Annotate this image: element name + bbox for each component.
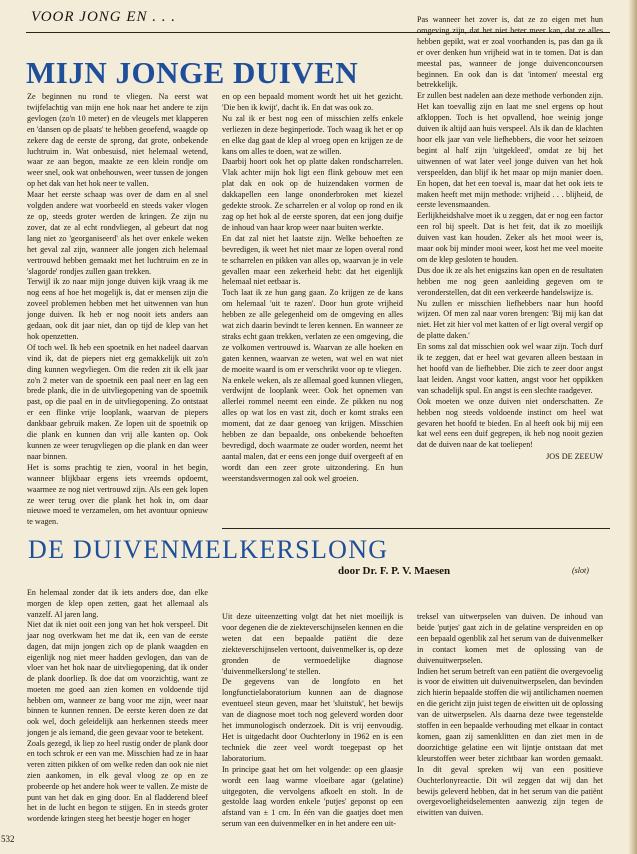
page-binding-shadow [629, 0, 637, 854]
paragraph: Zoals gezegd, ik liep zo heel rustig onder de plank door en toch schrok er een van me. Misschien had ze in haar veren zitten pikken of om welke reden dan ook nie niet zien aankomen, in elk geval vloog ze op en ze probeerde op het andere hok weer te vallen. Ze miste de punt van het dak en ging door. En al fladderend bleef het in de lucht en begon te stijgen. En in steeds groter wordende kringen steeg het beestje hoger en hoger [27, 738, 208, 824]
paragraph: Of toch wel. Ik heb een spoetnik en het nadeel daarvan vind ik, dat de piepers niet erg gemakkelijk uit zo'n ding kunnen wegvliegen. Om die reden zit ik elk jaar zo'n 2 meter van de spoetnik een paal neer en lag een brede plank, die in de uitvliegopening van de spoetnik past, op die paal en in de uitvliegopening. Zo ontstaat er een flinke vrije looplank, waarvan de piepers dankbaar gebruik maken. Ze lopen uit de spoetnik op die plank en kunnen dan vrij alle kanten op. Ook kunnen ze weer terugvliegen op die plank en dan weer naar binnen. [27, 342, 208, 461]
paragraph: Dus doe ik ze als het enigszins kan open en de resultaten hebben me nog geen aanleiding gegeven om te veronderstellen, dat dit een verkeerde handelswijze is. [417, 265, 603, 297]
paragraph: treksel van uitwerpselen van duiven. De inhoud van beide 'putjes' gaat zich in de gelatine verspreiden en op een bepaald ogenblik zal het serum van de duivenmelker in contact komen met de oplossing van de duivenuitwerpselen. [417, 612, 603, 665]
paragraph: Nu zal ik er best nog een of misschien zelfs enkele verliezen in deze beginperiode. Toch waag ik het er op en elke dag gaat de klep al vroeg open en krijgen ze de kans om alles te doen, wat ze willen. [222, 113, 403, 156]
paragraph: Niet dat ik niet ooit een jong van het hok verspeel. Dit jaar nog overkwam het me dat ik, een van de eerste dagen, dat mijn jongen zich op de plank waagden en eigenlijk nog niet meer hadden gevlogen, dan van de vloer van het hok naar de uitvliegopening, dat ik onder de plank doorliep. Ik doe dat om voorzichtig, want ze moeten me goed aan zien komen en voldoende tijd hebben om, wanneer ze bang voor me zijn, weer naar binnen te kunnen rennen. De eerste keren doen ze dat ook wel, doch geleidelijk aan herkennen steeds meer jongen je als iemand, die geen gevaar voor te betekent. [27, 620, 208, 737]
section-label: VOOR JONG EN . . . [31, 9, 177, 25]
article2-column-2 [222, 612, 403, 830]
paragraph: En helemaal zonder dat ik iets anders doe, dan elke morgen de klep open zetten, gaat het allemaal als vanzelf. Al jaren lang. [27, 588, 208, 619]
paragraph: En dat zal niet het laatste zijn. Welke behoeften ze bevredigen, ik weet het niet maar ze lopen overal rond te scharrelen en pikken van alles op, waarvan je in vele gevallen maar een zekerheid hebt: dat het eigenlijk helemaal niet eetbaar is. [222, 233, 403, 287]
paragraph: Terwijl ik zo naar mijn jonge duiven kijk vraag ik me nog eens af hoe het mogelijk is, dat er mensen zijn die zoveel problemen hebben met het uitwennen van hun jonge duiven. Ik heb er nog nooit iets anders aan gedaan, ook dit jaar niet, dan op tijd de klep van het hok openzetten. [27, 277, 208, 341]
paragraph: Maar het eerste schaap was over de dam en al snel volgden andere wat voorbeeld en steeds vaker vlogen ze op, steeds groter werden de kringen. Ze zijn nu zover, dat ze al echt rondvliegen, al gebeurt dat nog lang niet zo 'georganiseerd' als het over enkele weken het geval zal zijn, wanneer alle jongen zich helemaal vertrouwd hebben gemaakt met het luchtruim en ze in 'slagorde' rondjes zullen gaan trekken. [27, 190, 208, 276]
paragraph: en op een bepaald moment wordt het uit het gezicht. 'Die ben ik kwijt', dacht ik. En dat was ook zo. [222, 92, 403, 112]
article1-column-3 [417, 15, 603, 463]
paragraph: Eerlijkheidshalve moet ik u zeggen, dat er nog een factor een rol bij speelt. Dat is het feit, dat ik zo moeilijk duiven vast kan houden. Zeker als het mooi weer is, maar ook bij minder mooi weer, kost het me veel moeite om de klep gesloten te houden. [417, 211, 603, 264]
article1-column-2 [222, 92, 403, 485]
article-title: MIJN JONGE DUIVEN [26, 55, 359, 90]
paragraph: En soms zal dat misschien ook wel waar zijn. Toch durf ik te zeggen, dat er heel wat gevaren alleen bestaan in het hoofd van de liefhebber. Die zich te zeer door angst laat leiden. Angst voor katten, angst voor het oppikken van schadelijk spul. En angst is een slechte raadgever. [417, 342, 603, 395]
paragraph: Ze beginnen nu rond te vliegen. Na eerst wat twijfelachtig van mijn ene hok naar het andere te zijn gevlogen (zo'n 10 meter) en de vleugels met klapperen en 'dansen op de plaats' te hebben geoefend, waagde op zekere dag de eerste de sprong, dat grote, onbekende luchtruim in. Wat onbesuisd, niet helemaal wetend, waar ze aan begon, maakte ze een klein rondje om weer snel, ook wat onbehouwen, weer tussen de jongen op het dak van het hok neer te vallen. [27, 92, 208, 189]
paragraph: Ook moeten we onze duiven niet onderschatten. Ze hebben nog steeds voldoende instinct om heel wat gevaren het hoofd te bieden. En al heeft ook bij mij een kat wel eens een duif gegrepen, ik heb nog nooit gezien dat de duiven naar de kat toeliepen! [417, 396, 603, 450]
paragraph: Daarbij hoort ook het op platte daken rondscharrelen. Vlak achter mijn hok ligt een flink gebouw met een plat dak en ook op de huizendaken vormen de dakkapellen een lange ononderbroken met kiezel gedekte strook. Ze scharrelen er al volop op rond en ik zag op het hok al de eerste sporen, dat een jong duifje de inhoud van haar krop weer naar buiten werkte. [222, 157, 403, 232]
article2-byline: door Dr. F. P. V. Maesen [338, 565, 451, 577]
paragraph: Toch laat ik ze hun gang gaan. Zo krijgen ze de kans om helemaal 'uit te razen'. Door hun grote vrijheid hebben ze alle gelegenheid om de omgeving en alles wat zich daarin bevindt te leren kennen. En wanneer ze straks echt gaan trekken, verlaten ze een omgeving, die ze volkomen vertrouwd is. Waarvan ze alle hoeken en gaten kennen, waarvan ze weten, wat wel en wat niet de moeite waard is om er verschrikt voor op te vliegen. [222, 288, 403, 374]
paragraph: Na enkele weken, als ze allemaal goed kunnen vliegen, verdwijnt de looplank weer. Ook het opnemen van allerlei rommel neemt een einde. Ze pikken nu nog alles op wat los en vast zit, doch er komt straks een moment, dat ze daar genoeg van krijgen. Misschien hebben ze dan bepaalde, ons onbekende behoeften bevredigd, doch waarmate ze ouder worden, neemt het aantal malen, dat er eens een jonge duif overgeeft af en wordt dan een zeer grote uitzondering. En hun weerstandsvermogen zal ook wel groeien. [222, 375, 403, 483]
continuation-note: (slot) [572, 566, 589, 575]
paragraph: Pas wanneer het zover is, dat ze zo eigen met hun omgeving zijn, dat het niet beter meer kan, dat ze alles hebben gepikt, wat er zoal voorhanden is, pas dan ga ik er over denken hun vrijheid wat in te tomen. Dat is dan meestal pas, wanneer de jonge duivenconcoursen beginnen. En ook dan is dat 'intomen' meestal erg betrekkelijk. [417, 15, 603, 90]
divider-rule [222, 528, 610, 529]
article1-column-1-continued [27, 588, 208, 825]
paragraph: Nu zullen er misschien liefhebbers naar hun hoofd wijzen. Of men zal naar voren brengen: 'Bij mij kan dat niet. Het zit hier vol met katten of er ligt overal vergif op de platte daken.' [417, 298, 603, 341]
article2-column-3 [417, 612, 603, 819]
paragraph: Uit deze uiteenzetting volgt dat het niet moeilijk is voor degenen die de ziekteverschijnselen kennen en die weten dat een bepaalde patiënt die deze ziekteverschijnselen vertoont, duivenmelker is, op deze gronden de vermoedelijke diagnose 'duivenmelkerslong' te stellen. [222, 612, 403, 676]
paragraph: Er zullen best nadelen aan deze methode verbonden zijn. Het kan toevallig zijn en laat me snel ergens op hout afkloppen. Toch is het opvallend, hoe weinig jonge duiven ik altijd aan huis verspeel. Als ik dan de klachten hoor elk jaar van vele liefhebbers, die voor het seizoen begint al half zijn 'uitgekleed', omdat ze bij het uitwennen of wat later veel jonge duiven van het hok verspeelden, dan blijf ik het maar op mijn manier doen. En hopen, dat het een toeval is, maar dat het ook iets te maken heeft met mijn methode: vrijheid . . . blijheid, de eerste levensmaanden. [417, 91, 603, 210]
page-number: 532 [1, 834, 15, 844]
paragraph: De gegevens van de longfoto en het longfunctielaboratorium kunnen aan de diagnose eventueel steun geven, maar het 'sluitstuk', het bewijs van de diagnose moet toch nog geleverd worden door het immunologisch onderzoek. Dit is vrij eenvoudig. Het is uitgedacht door Ouchterlony in 1962 en is een techniek die zeer veel wordt toegepast op het laboratorium. [222, 677, 403, 763]
paragraph: Het is soms prachtig te zien, vooral in het begin, wanneer blijkbaar ergens iets vreemds opdoemt, waarmee ze nog niet vertrouwd zijn. Als een gek lopen ze weer terug over die plank het hok in, om daar nieuwe moed te verzamelen, om het avontuur opnieuw te wagen. [27, 462, 208, 527]
article1-column-1 [27, 92, 208, 528]
article2-title: DE DUIVENMELKERSLONG [28, 535, 389, 564]
paragraph: In principe gaat het om het volgende: op een glaasje wordt een laag warme vloeibare agar (gelatine) uitgegoten, die vervolgens afkoelt en stolt. In de gestolde laag worden enkele 'putjes' geponst op een afstand van ± 1 cm. In één van die gaatjes doet men serum van een duivenmelker en in het andere een uit- [222, 764, 403, 829]
paragraph: Indien het serum betreft van een patiënt die overgevoelig is voor de eiwitten uit duivenuitwerpselen, dan bevinden zich hierin bepaalde stoffen die wij antilichamen noemen en die gericht zijn juist tegen de eiwitten uit de oplossing van de uitwerpselen. Als daarna deze twee tegenstelde stoffen in een bepaalde verhouding met elkaar in contact komen, gaan zij samenklitten en dan ziet men in de doorzichtige gelatine een wit lijntje ontstaan dat met kleurstoffen weer beter zichtbaar kan worden gemaakt. In dit geval spreken wij van een positieve Ouchterlonyreactie. Dit wil zeggen dat wij dan het bewijs geleverd hebben, dat in het serum van die patiënt overgevoeligheidselementen aanwezig zijn tegen de eiwitten van duiven. [417, 666, 603, 818]
author-signature: JOS DE ZEEUW [546, 452, 603, 462]
